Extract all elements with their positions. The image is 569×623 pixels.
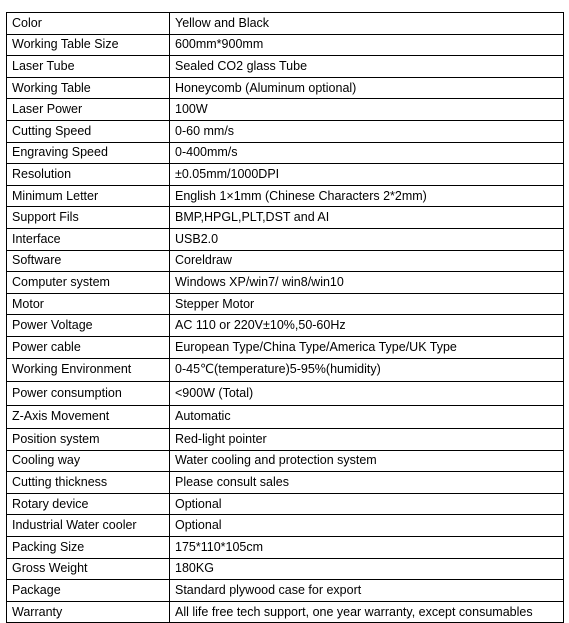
- spec-label: Cutting thickness: [7, 472, 170, 494]
- spec-label: Warranty: [7, 601, 170, 623]
- spec-label: Resolution: [7, 164, 170, 186]
- spec-value: 0-400mm/s: [170, 142, 564, 164]
- spec-value: BMP,HPGL,PLT,DST and AI: [170, 207, 564, 229]
- spec-value: Automatic: [170, 405, 564, 429]
- spec-value: Stepper Motor: [170, 293, 564, 315]
- spec-label: Z-Axis Movement: [7, 405, 170, 429]
- spec-label: Engraving Speed: [7, 142, 170, 164]
- spec-value: English 1×1mm (Chinese Characters 2*2mm): [170, 185, 564, 207]
- spec-label: Packing Size: [7, 536, 170, 558]
- spec-value: Coreldraw: [170, 250, 564, 272]
- spec-label: Rotary device: [7, 493, 170, 515]
- spec-label: Cutting Speed: [7, 120, 170, 142]
- table-row: [7, 558, 564, 580]
- spec-label: Working Table Size: [7, 34, 170, 56]
- table-row: [7, 34, 564, 56]
- spec-value: 0-60 mm/s: [170, 120, 564, 142]
- spec-value: All life free tech support, one year warranty, except consumables: [170, 601, 564, 623]
- table-row: [7, 493, 564, 515]
- spec-value: 180KG: [170, 558, 564, 580]
- spec-value: Standard plywood case for export: [170, 580, 564, 602]
- spec-value: <900W (Total): [170, 382, 564, 406]
- table-row: [7, 185, 564, 207]
- spec-label: Support Fils: [7, 207, 170, 229]
- table-row: [7, 207, 564, 229]
- table-row: [7, 142, 564, 164]
- table-row: [7, 272, 564, 294]
- spec-label: Power consumption: [7, 382, 170, 406]
- spec-label: Working Table: [7, 77, 170, 99]
- table-row: [7, 580, 564, 602]
- spec-label: Working Environment: [7, 358, 170, 382]
- spec-value: Optional: [170, 515, 564, 537]
- spec-value: ±0.05mm/1000DPI: [170, 164, 564, 186]
- spec-label: Laser Tube: [7, 56, 170, 78]
- spec-value: European Type/China Type/America Type/UK Type: [170, 336, 564, 358]
- table-row: [7, 13, 564, 35]
- table-row: [7, 450, 564, 472]
- table-row: [7, 405, 564, 429]
- spec-label: Industrial Water cooler: [7, 515, 170, 537]
- table-row: [7, 515, 564, 537]
- spec-value: Water cooling and protection system: [170, 450, 564, 472]
- table-row: [7, 77, 564, 99]
- spec-value: Yellow and Black: [170, 13, 564, 35]
- spec-value: AC 110 or 220V±10%,50-60Hz: [170, 315, 564, 337]
- spec-label: Laser Power: [7, 99, 170, 121]
- spec-label: Gross Weight: [7, 558, 170, 580]
- spec-label: Color: [7, 13, 170, 35]
- table-row: [7, 293, 564, 315]
- spec-label: Power Voltage: [7, 315, 170, 337]
- spec-value: 0-45℃(temperature)5-95%(humidity): [170, 358, 564, 382]
- spec-value: Optional: [170, 493, 564, 515]
- spec-table-body: [7, 13, 564, 623]
- table-row: [7, 536, 564, 558]
- table-row: [7, 228, 564, 250]
- table-row: [7, 99, 564, 121]
- spec-label: Computer system: [7, 272, 170, 294]
- spec-label: Minimum Letter: [7, 185, 170, 207]
- spec-value: Honeycomb (Aluminum optional): [170, 77, 564, 99]
- table-row: [7, 336, 564, 358]
- spec-label: Package: [7, 580, 170, 602]
- table-row: [7, 56, 564, 78]
- spec-value: 175*110*105cm: [170, 536, 564, 558]
- table-row: [7, 472, 564, 494]
- table-row: [7, 250, 564, 272]
- table-row: [7, 429, 564, 451]
- spec-label: Motor: [7, 293, 170, 315]
- table-row: [7, 382, 564, 406]
- spec-value: Please consult sales: [170, 472, 564, 494]
- table-row: [7, 164, 564, 186]
- spec-value: 600mm*900mm: [170, 34, 564, 56]
- spec-value: 100W: [170, 99, 564, 121]
- table-row: [7, 601, 564, 623]
- spec-label: Power cable: [7, 336, 170, 358]
- spec-value: Red-light pointer: [170, 429, 564, 451]
- spec-label: Interface: [7, 228, 170, 250]
- table-row: [7, 358, 564, 382]
- spec-label: Software: [7, 250, 170, 272]
- spec-label: Position system: [7, 429, 170, 451]
- spec-value: USB2.0: [170, 228, 564, 250]
- spec-value: Sealed CO2 glass Tube: [170, 56, 564, 78]
- spec-table: [6, 12, 564, 623]
- table-row: [7, 315, 564, 337]
- spec-label: Cooling way: [7, 450, 170, 472]
- table-row: [7, 120, 564, 142]
- spec-value: Windows XP/win7/ win8/win10: [170, 272, 564, 294]
